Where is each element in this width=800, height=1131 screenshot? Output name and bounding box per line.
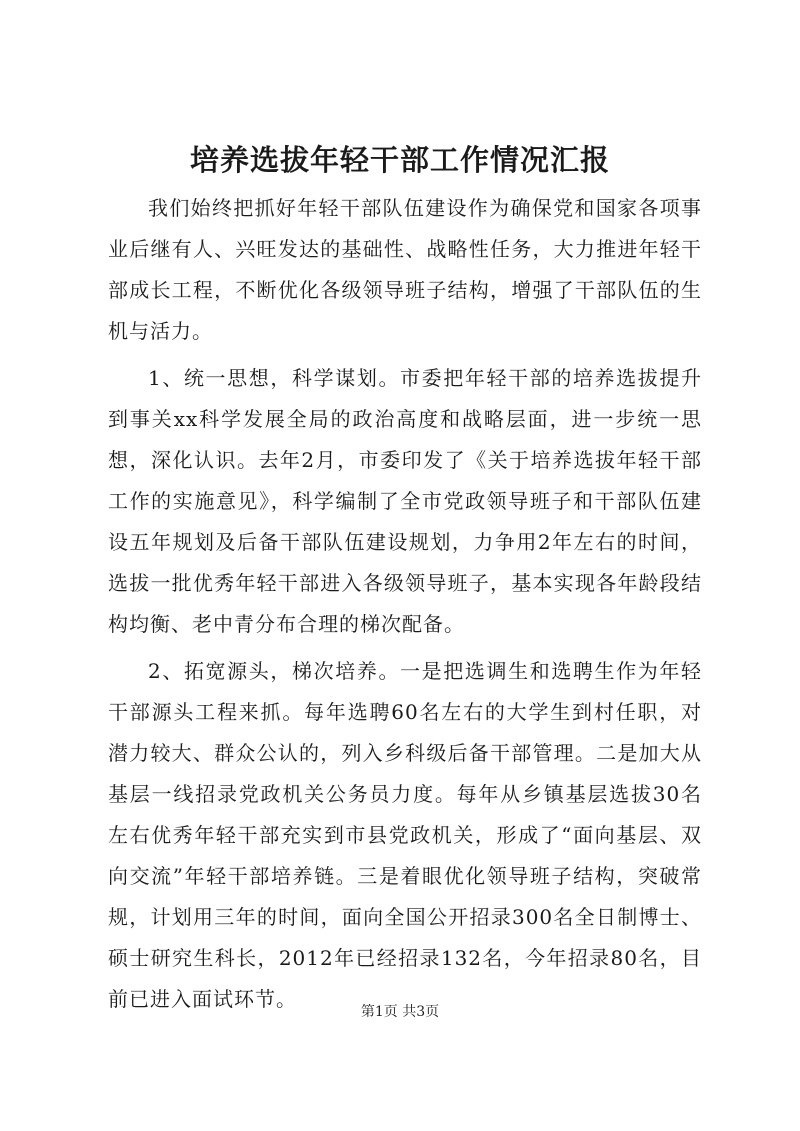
paragraph-intro: 我们始终把抓好年轻干部队伍建设作为确保党和国家各项事业后继有人、兴旺发达的基础性、战略性任务，大力推进年轻干部成长工程，不断优化各级领导班子结构，增强了干部队伍的生机与活力。 — [108, 196, 702, 343]
paragraph-section-2: 2、拓宽源头，梯次培养。一是把选调生和选聘生作为年轻干部源头工程来抓。每年选聘60名左右的大学生到村任职，对潜力较大、群众公认的，列入乡科级后备干部管理。二是加大从基层一线招录党政机关公务员力度。每年从乡镇基层选拔30名左右优秀年轻干部充实到市县党政机关，形成了“面向基层、双向交流”年轻干部培养链。三是着眼优化领导班子结构，突破常规，计划用三年的时间，面向全国公开招录300名全日制博士、硕士研究生科长，2012年已经招录132名，今年招录80名，目前已进入面试环节。 — [108, 659, 702, 1011]
page-number-footer: 第1页 共3页 — [360, 1004, 440, 1020]
document-body — [108, 188, 702, 1026]
paragraph-section-1: 1、统一思想，科学谋划。市委把年轻干部的培养选拔提升到事关xx科学发展全局的政治高度和战略层面，进一步统一思想，深化认识。去年2月，市委印发了《关于培养选拔年轻干部工作的实施意见》，科学编制了全市党政领导班子和干部队伍建设五年规划及后备干部队伍建设规划，力争用2年左右的时间，选拔一批优秀年轻干部进入各级领导班子，基本实现各年龄段结构均衡、老中青分布合理的梯次配备。 — [108, 366, 702, 636]
document-title: 培养选拔年轻干部工作情况汇报 — [189, 143, 610, 177]
